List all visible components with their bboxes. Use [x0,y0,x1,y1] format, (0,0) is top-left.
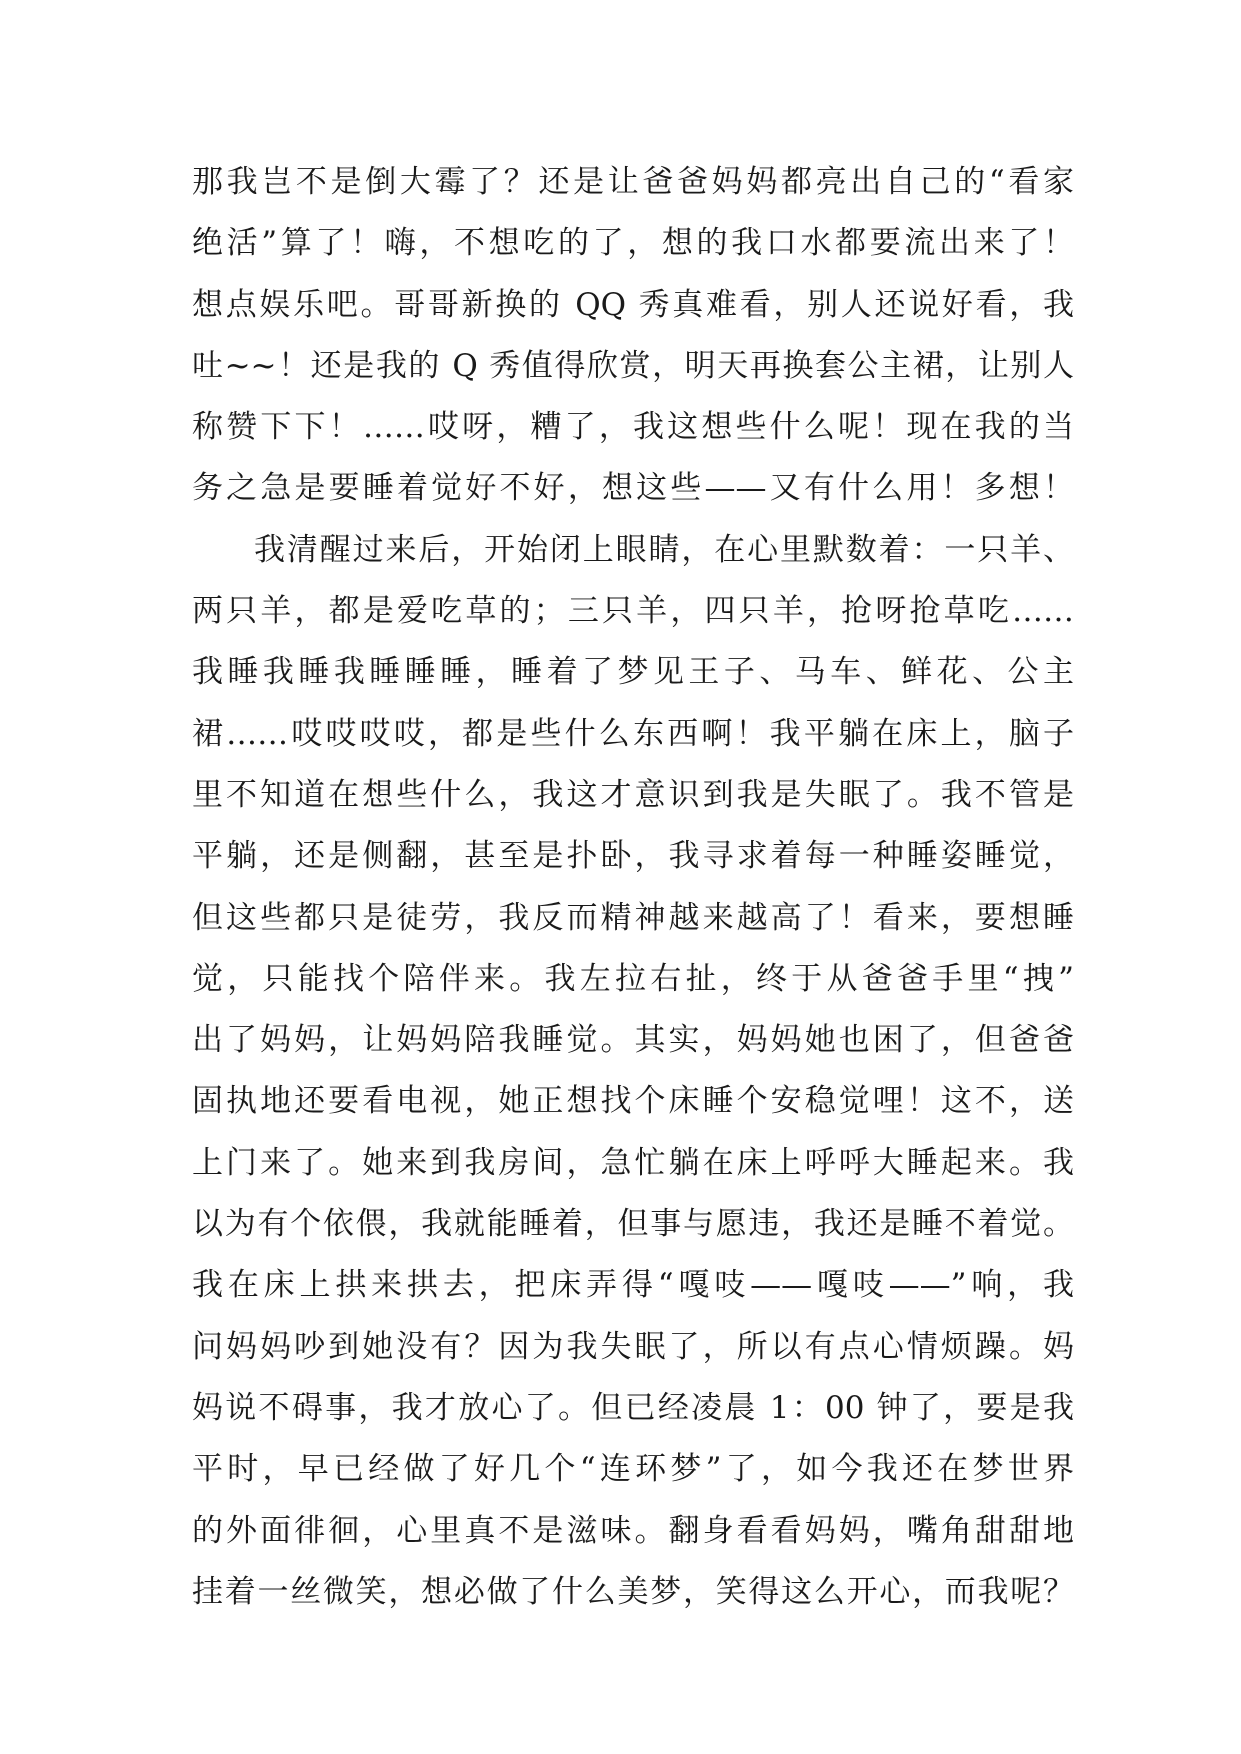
text-line: 挂着一丝微笑，想必做了什么美梦，笑得这么开心，而我呢？ [192,1573,1074,1610]
text-line: 觉，只能找个陪伴来。我左拉右扯，终于从爸爸手里“拽” [192,960,1074,997]
text-line: 绝活”算了！嗨，不想吃的了，想的我口水都要流出来了！ [192,225,1074,262]
text-line: 里不知道在想些什么，我这才意识到我是失眠了。我不管是 [192,776,1074,813]
text-line: 妈说不碍事，我才放心了。但已经凌晨 1：00 钟了，要是我 [192,1389,1074,1426]
text-line: 的外面徘徊，心里真不是滋味。翻身看看妈妈，嘴角甜甜地 [192,1512,1074,1549]
text-line: 以为有个依偎，我就能睡着，但事与愿违，我还是睡不着觉。 [192,1206,1074,1243]
text-line: 固执地还要看电视，她正想找个床睡个安稳觉哩！这不，送 [192,1083,1074,1120]
text-line: 上门来了。她来到我房间，急忙躺在床上呼呼大睡起来。我 [192,1144,1074,1181]
text-line: 平躺，还是侧翻，甚至是扑卧，我寻求着每一种睡姿睡觉， [192,838,1074,875]
text-line: 称赞下下！……哎呀，糟了，我这想些什么呢！现在我的当 [192,409,1074,446]
paragraph-start-line: 我清醒过来后，开始闭上眼睛，在心里默数着：一只羊、 [254,531,1074,568]
text-line: 平时，早已经做了好几个“连环梦”了，如今我还在梦世界 [192,1451,1074,1488]
text-line: 想点娱乐吧。哥哥新换的 QQ 秀真难看，别人还说好看，我 [192,286,1074,323]
text-line: 我在床上拱来拱去，把床弄得“嘎吱——嘎吱——”响，我 [192,1267,1074,1304]
text-line: 吐~~！还是我的 Q 秀值得欣赏，明天再换套公主裙，让别人 [192,347,1074,384]
text-line: 务之急是要睡着觉好不好，想这些——又有什么用！多想！ [192,470,1074,507]
text-line: 问妈妈吵到她没有？因为我失眠了，所以有点心情烦躁。妈 [192,1328,1074,1365]
text-line: 裙……哎哎哎哎，都是些什么东西啊！我平躺在床上，脑子 [192,715,1074,752]
text-line: 我睡我睡我睡睡睡，睡着了梦见王子、马车、鲜花、公主 [192,654,1074,691]
text-line: 那我岂不是倒大霉了？还是让爸爸妈妈都亮出自己的“看家 [192,164,1074,200]
body-text [192,152,1074,1623]
text-line: 但这些都只是徒劳，我反而精神越来越高了！看来，要想睡 [192,899,1074,936]
text-line: 出了妈妈，让妈妈陪我睡觉。其实，妈妈她也困了，但爸爸 [192,1022,1074,1059]
text-line: 两只羊，都是爱吃草的；三只羊，四只羊，抢呀抢草吃…… [192,593,1074,630]
